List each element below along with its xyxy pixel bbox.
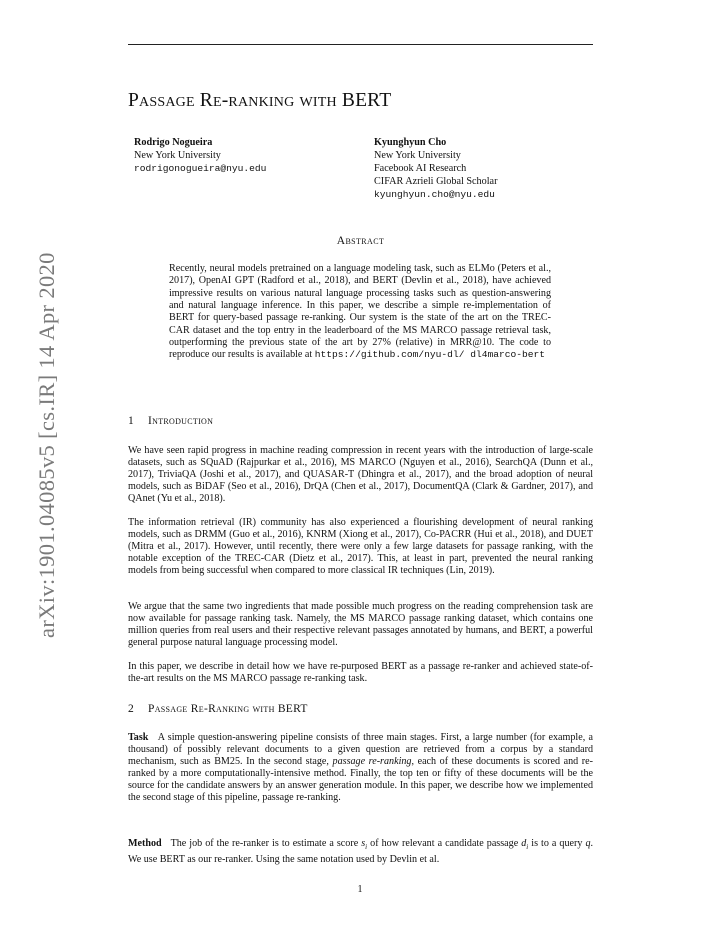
author-affiliation: New York University [134, 150, 221, 161]
task-label: Task [128, 732, 149, 743]
author-email: rodrigonogueira@nyu.edu [134, 163, 267, 174]
author-affiliation: New York University [374, 150, 461, 161]
page-number: 1 [357, 884, 363, 895]
author-name: Rodrigo Nogueira [134, 137, 213, 148]
task-paragraph: Task A simple question-answering pipeline consists of three main stages. First, a large number (for example, a thousand) of possibly relevant documents to a given question are retrieved from a corpus by a standard mechanism, such as BM25. In the second stage, passage re-ranking, each of these documents is scored and re-ranked by a more computationally-intensive method. Finally, the top ten or fifty of these documents will be the source for the candidate answers by an answer generation module. In this paper, we describe how we implemented the second stage of this pipeline, passage re-ranking. [128, 732, 593, 803]
intro-paragraph-2: The information retrieval (IR) community has also experienced a flourishing development of neural ranking models, such as DRMM (Guo et al., 2016), KNRM (Xiong et al., 2017), Co-PACRR (Hui et al., 2018), and DUET (Mitra et al., 2017). However, until recently, there were only a few large datasets for passage ranking, with the notable exception of the TREC-CAR (Dietz et al., 2017). This, at least in part, prevented the neural ranking models from being successful when compared to more classical IR techniques (Lin, 2019). [128, 517, 593, 576]
author-affiliation: Facebook AI Research [374, 163, 467, 174]
abstract [169, 263, 551, 362]
author-name: Kyunghyun Cho [374, 137, 447, 148]
section-2-heading: 2 Passage Re-Ranking with BERT [128, 703, 308, 715]
method-paragraph: Method The job of the re-ranker is to estimate a score $s_i$ of how relevant a candidate passage $d_i$ is to a query q. We use BERT as our re-ranker. Using the same notation used by Devlin et al. [128, 838, 594, 865]
intro-paragraph-4: In this paper, we describe in detail how we have re-purposed BERT as a passage re-ranker and achieved state-of-the-art results on the MS MARCO passage re-ranking task. [128, 661, 593, 684]
author-affiliation: CIFAR Azrieli Global Scholar [374, 176, 498, 187]
arxiv-stamp-text: arXiv:1901.04085v5 [cs.IR] 14 Apr 2020 [34, 252, 59, 638]
author-2 [374, 136, 497, 201]
abstract-heading: Abstract [336, 235, 385, 247]
paper-title: Passage Re-ranking with BERT [128, 90, 392, 111]
intro-paragraph-1: We have seen rapid progress in machine reading compression in recent years with the introduction of large-scale datasets, such as SQuAD (Rajpurkar et al., 2016), MS MARCO (Nguyen et al., 2016), SearchQA (Dunn et al., 2017), TriviaQA (Joshi et al., 2017), and QUASAR-T (Dhingra et al., 2017), and the broad adoption of neural models, such as BiDAF (Seo et al., 2016), DrQA (Chen et al., 2017), DocumentQA (Clark & Gardner, 2017), and QAnet (Yu et al., 2018). [128, 445, 593, 504]
abstract-text: Recently, neural models pretrained on a language modeling task, such as ELMo (Peters et al., 2017), OpenAI GPT (Radford et al., 2018), and BERT (Devlin et al., 2018), have achieved impressive results on various natural language processing tasks such as question-answering and natural language inference. In this paper, we describe a simple re-implementation of BERT for query-based passage re-ranking. Our system is the state of the art on the TREC-CAR dataset and the top entry in the leaderboard of the MS MARCO passage retrieval task, outperforming the previous state of the art by 27% (relative) in MRR@10. The code to reproduce our results is available at [169, 263, 551, 361]
abstract-code-link[interactable]: https://github.com/nyu-dl/ dl4marco-bert [314, 349, 546, 361]
intro-paragraph-3: We argue that the same two ingredients that made possible much progress on the reading comprehension task are now available for passage ranking task. Namely, the MS MARCO passage ranking dataset, which contains one million queries from real users and their respective relevant passages annotated by humans, and BERT, a powerful general purpose natural language processing model. [128, 601, 593, 648]
top-rule [128, 44, 593, 45]
author-email: kyunghyun.cho@nyu.edu [374, 189, 495, 200]
author-1 [134, 136, 266, 175]
section-1-heading: 1 Introduction [128, 415, 214, 427]
method-label: Method [128, 838, 162, 849]
